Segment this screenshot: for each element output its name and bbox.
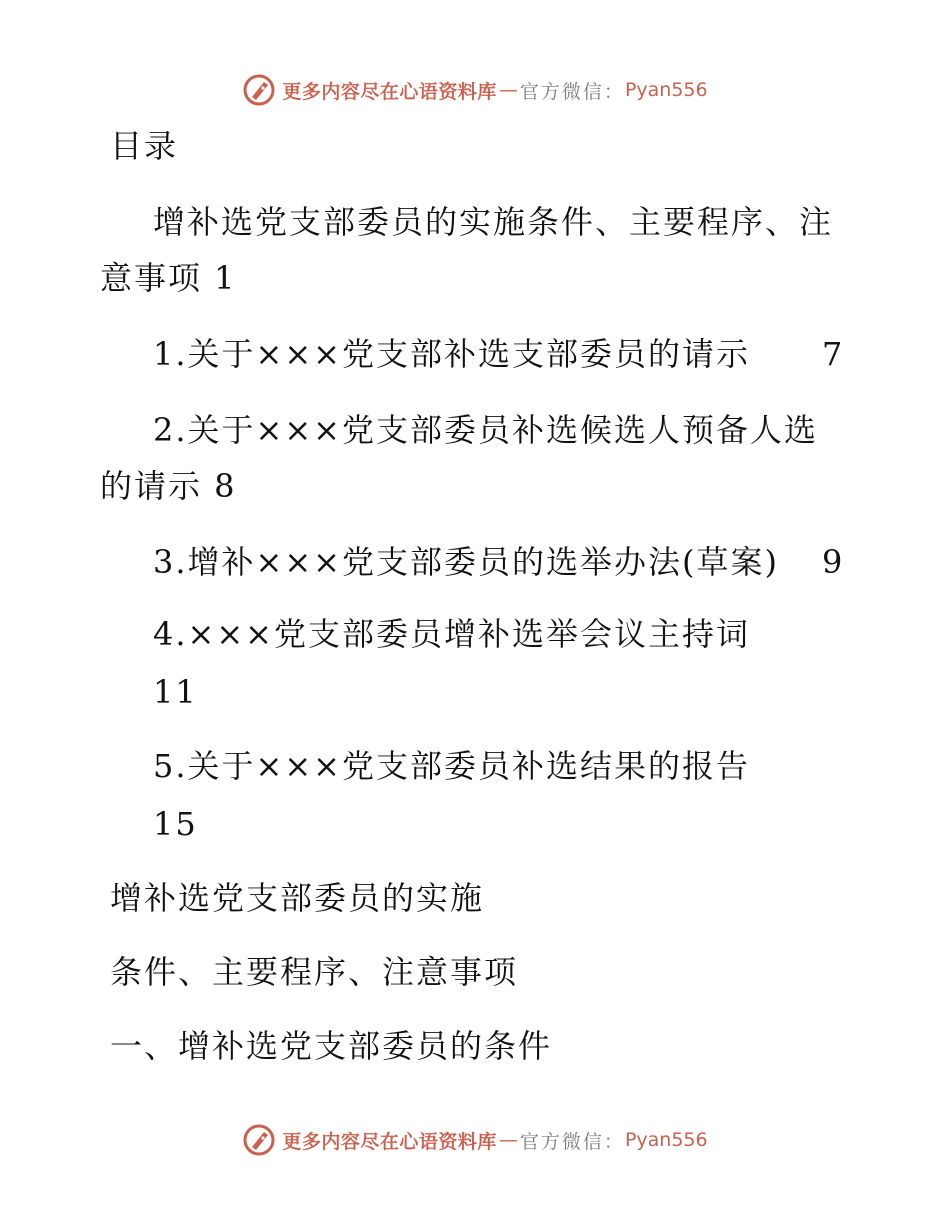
watermark-dash: — <box>498 79 518 101</box>
watermark-wechat-id: Pyan556 <box>624 1129 708 1151</box>
toc-entry-2-line-0: 2.关于×××党支部委员补选候选人预备人选 <box>153 411 818 449</box>
toc-entry-2-line-1: 的请示 8 <box>100 467 237 505</box>
toc-entry-1-line-0: 1.关于×××党支部补选支部委员的请示 <box>153 335 750 373</box>
toc-entry-5-line-0: 5.关于×××党支部委员补选结果的报告 <box>153 747 750 785</box>
toc-entry-0-line-0: 增补选党支部委员的实施条件、主要程序、注 <box>153 203 834 241</box>
header-watermark <box>0 70 950 110</box>
pen-nib-circle-icon <box>242 1123 276 1157</box>
toc-entry-5-line-1: 15 <box>153 805 198 843</box>
watermark-official-label: 官方微信： <box>519 80 625 103</box>
pen-nib-circle-icon <box>242 73 276 107</box>
watermark-official-label: 官方微信： <box>519 1130 625 1153</box>
watermark-brand-text: 更多内容尽在心语资料库 <box>282 1130 497 1153</box>
watermark-dash: — <box>498 1129 518 1151</box>
toc-entry-3-line-0: 3.增补×××党支部委员的选举办法(草案) <box>153 543 779 581</box>
body-title-line-1: 增补选党支部委员的实施 <box>110 879 485 917</box>
watermark-brand-text: 更多内容尽在心语资料库 <box>282 80 497 103</box>
toc-entry-4-line-0: 4.×××党支部委员增补选举会议主持词 <box>153 615 750 653</box>
toc-entry-0-line-1: 意事项 1 <box>100 259 237 297</box>
watermark-wechat-id: Pyan556 <box>624 79 708 101</box>
toc-entry-1-page: 7 <box>822 335 843 373</box>
toc-entry-4-line-1: 11 <box>153 673 198 711</box>
body-title-line-2: 条件、主要程序、注意事项 <box>110 953 519 991</box>
toc-heading: 目录 <box>110 127 179 165</box>
toc-entry-3-page: 9 <box>822 543 843 581</box>
footer-watermark <box>0 1120 950 1160</box>
section-heading-1: 一、增补选党支部委员的条件 <box>110 1027 553 1065</box>
